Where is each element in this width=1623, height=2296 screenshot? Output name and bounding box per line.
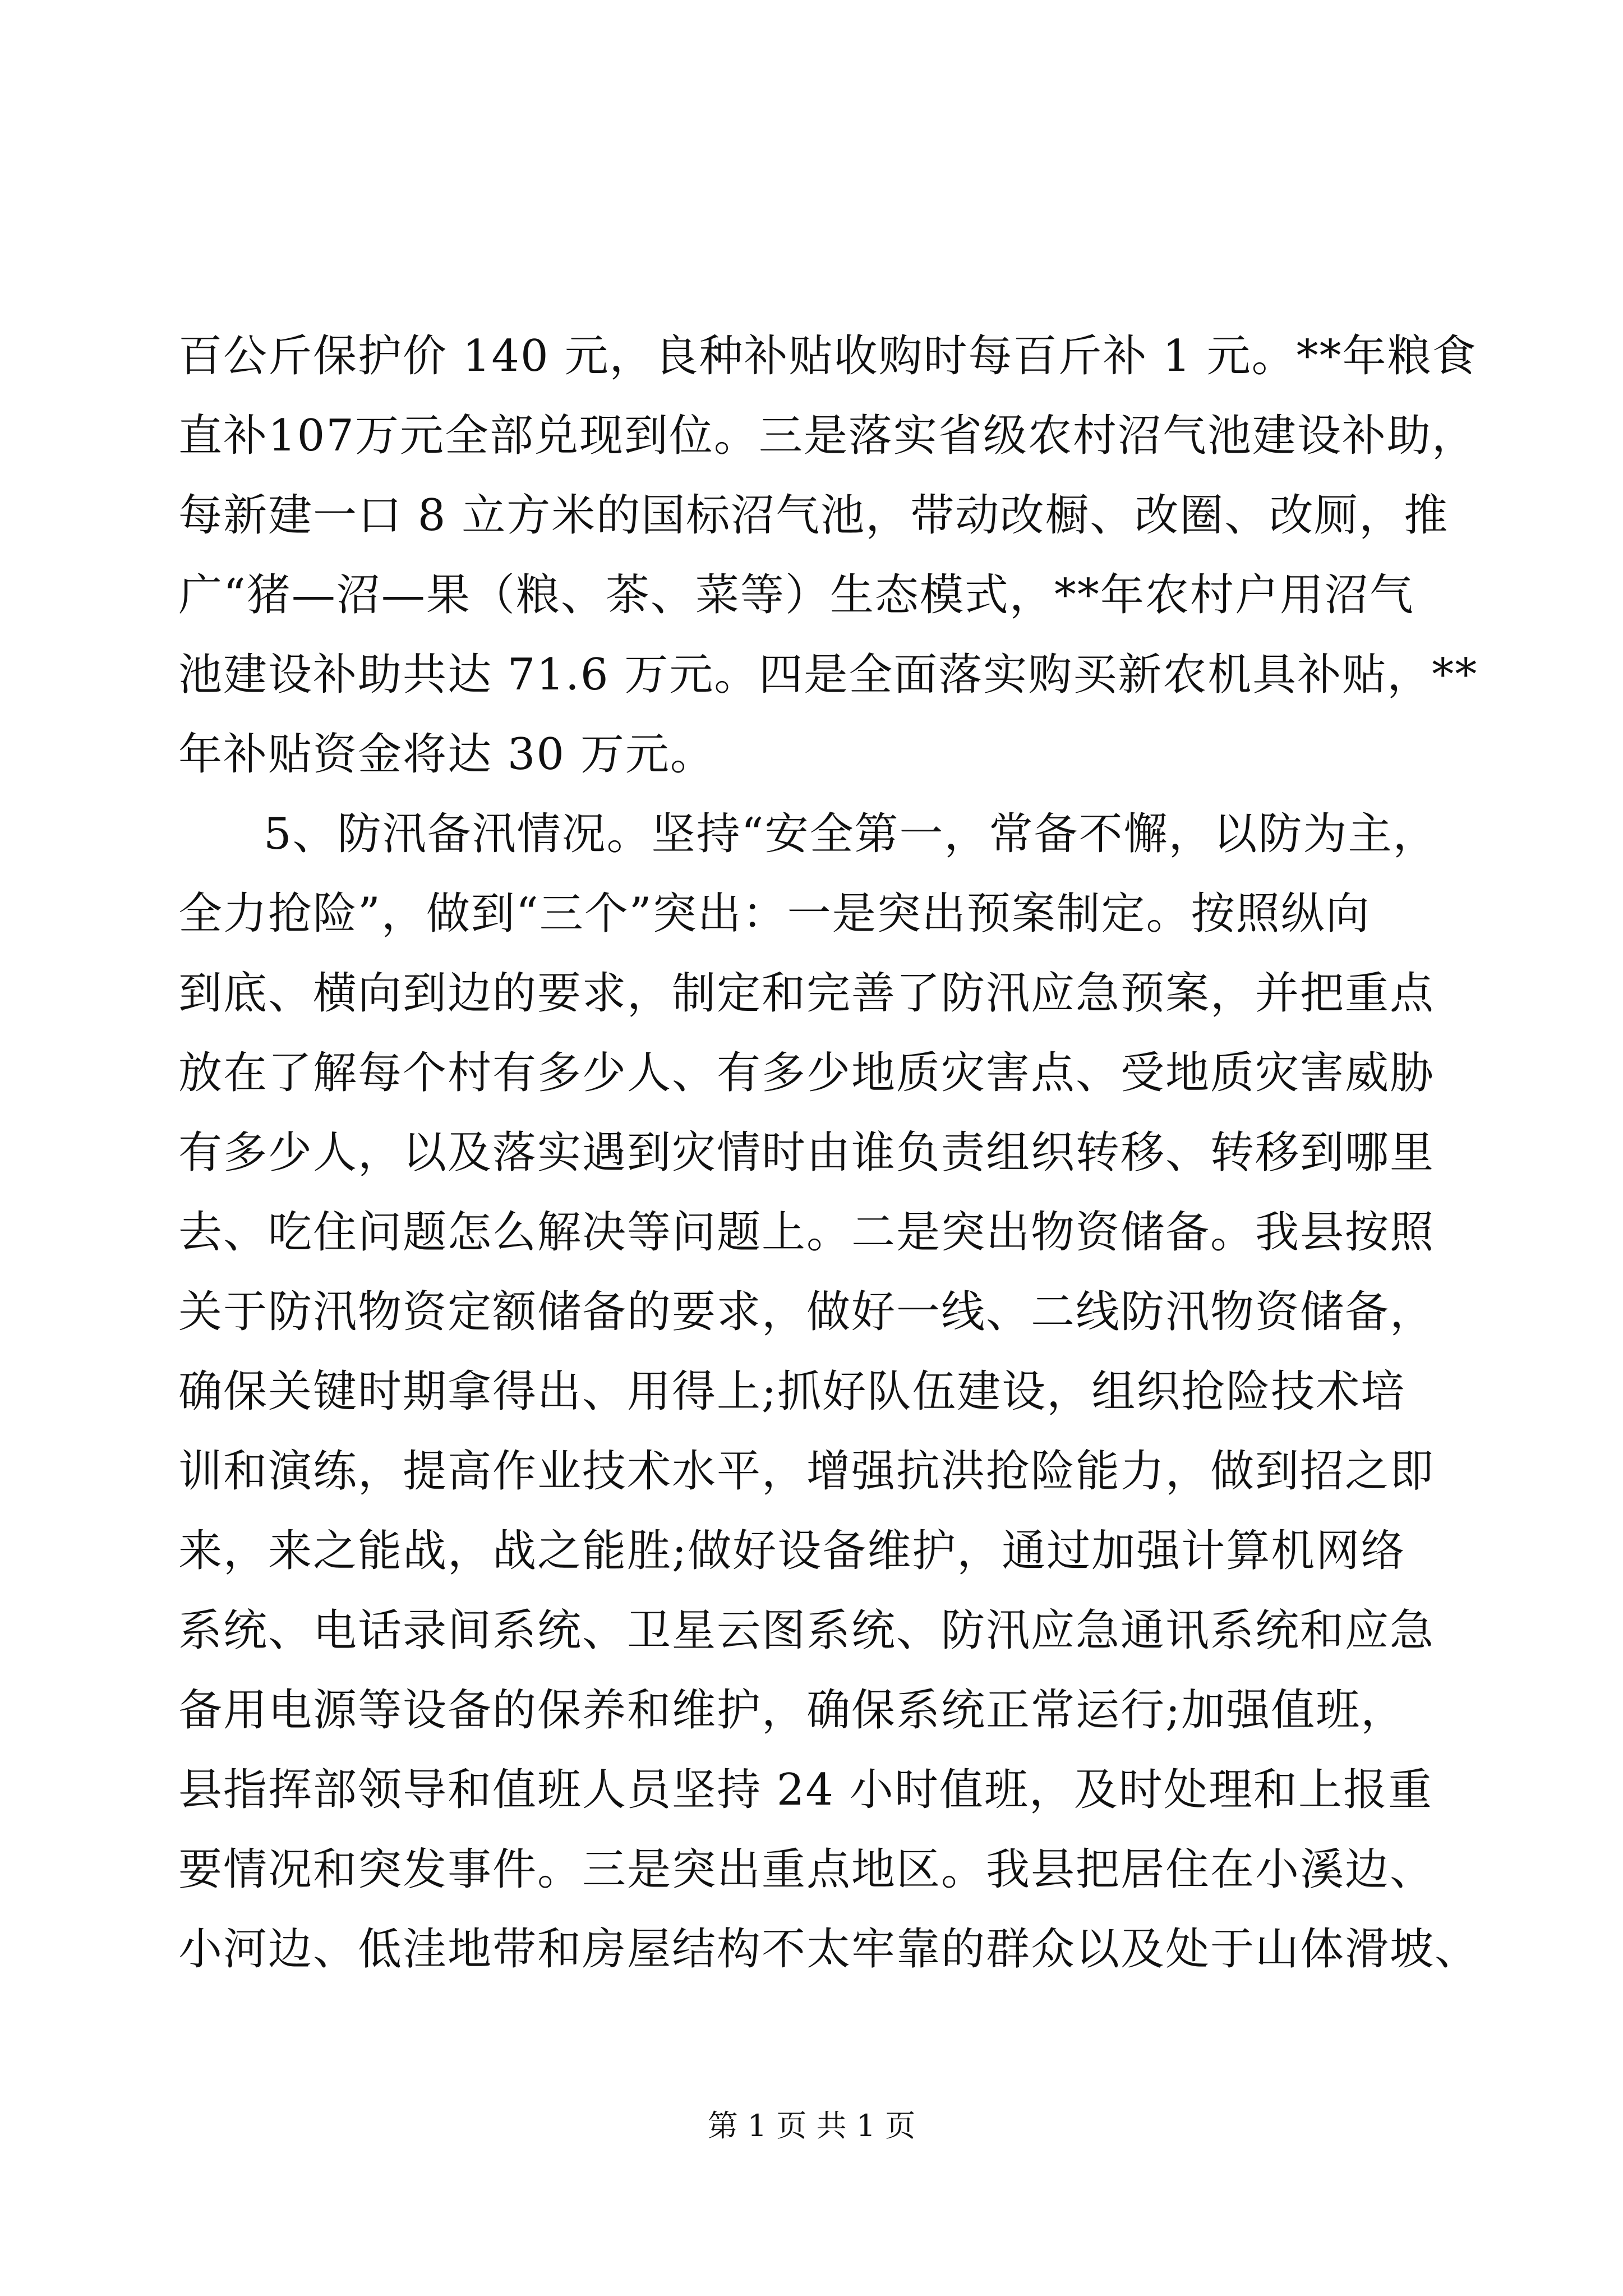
text-line: 系统、电话录间系统、卫星云图系统、防汛应急通讯系统和应急 <box>178 1605 1435 1656</box>
text-line: 确保关键时期拿得出、用得上;抓好队伍建设，组织抢险技术培 <box>178 1366 1406 1417</box>
text-line: 县指挥部领导和值班人员坚持 24 小时值班，及时处理和上报重 <box>178 1765 1433 1815</box>
page-number-footer: 第 1 页 共 1 页 <box>707 2108 916 2143</box>
text-line: 有多少人，以及落实遇到灾情时由谁负责组织转移、转移到哪里 <box>178 1128 1435 1178</box>
text-line: 年补贴资金将达 30 万元。 <box>178 729 715 780</box>
text-line: 全力抢险”，做到“三个”突出：一是突出预案制定。按照纵向 <box>178 889 1371 939</box>
text-line: 要情况和突发事件。三是突出重点地区。我县把居住在小溪边、 <box>178 1844 1435 1895</box>
text-line: 小河边、低洼地带和房屋结构不太牢靠的群众以及处于山体滑坡、 <box>178 1924 1480 1975</box>
text-line: 备用电源等设备的保养和维护，确保系统正常运行;加强值班， <box>178 1685 1406 1736</box>
text-line: 放在了解每个村有多少人、有多少地质灾害点、受地质灾害威胁 <box>178 1048 1435 1098</box>
text-line: 百公斤保护价 140 元，良种补贴收购时每百斤补 1 元。**年粮食 <box>178 331 1477 381</box>
paragraph-start-line: 5、防汛备汛情况。坚持“安全第一，常备不懈，以防为主， <box>264 809 1438 859</box>
text-line: 去、吃住问题怎么解决等问题上。二是突出物资储备。我县按照 <box>178 1207 1435 1258</box>
text-line: 广“猪—沼—果（粮、茶、菜等）生态模式，**年农村户用沼气 <box>178 570 1414 620</box>
text-line: 关于防汛物资定额储备的要求，做好一线、二线防汛物资储备， <box>178 1287 1435 1337</box>
text-line: 直补107万元全部兑现到位。三是落实省级农村沼气池建设补助， <box>178 411 1477 461</box>
text-line: 每新建一口 8 立方米的国标沼气池，带动改橱、改圈、改厕，推 <box>178 490 1449 541</box>
text-line: 来，来之能战，战之能胜;做好设备维护，通过加强计算机网络 <box>178 1526 1406 1576</box>
text-line: 池建设补助共达 71.6 万元。四是全面落实购买新农机具补贴，** <box>178 650 1478 700</box>
text-line: 训和演练，提高作业技术水平，增强抗洪抢险能力，做到招之即 <box>178 1446 1435 1497</box>
text-line: 到底、横向到边的要求，制定和完善了防汛应急预案，并把重点 <box>178 968 1435 1019</box>
